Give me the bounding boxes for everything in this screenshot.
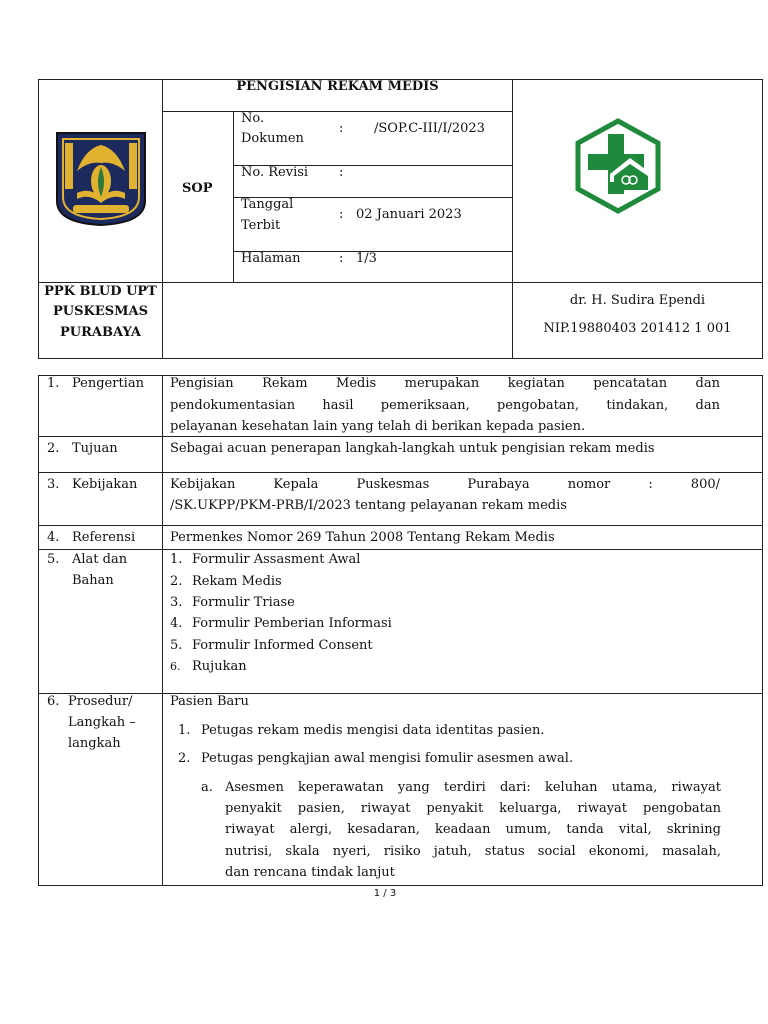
org-line-3: PURABAYA: [60, 325, 141, 340]
prosedur-heading: Pasien Baru: [170, 694, 249, 709]
referensi-text: Permenkes Nomor 269 Tahun 2008 Tentang Rekam Medis: [170, 530, 555, 545]
pengertian-num: 1.: [47, 376, 60, 391]
alat-num: 5.: [47, 552, 60, 567]
alat-label-2: Bahan: [72, 573, 114, 588]
prosedur-step-num: 1.: [178, 723, 191, 738]
pengertian-line-3: pelayanan kesehatan lain yang telah di berikan kepada pasien.: [170, 419, 586, 434]
district-crest-logo: [55, 131, 147, 227]
no-revisi-label: No. Revisi: [241, 165, 309, 180]
halaman-label: Halaman: [241, 251, 301, 266]
alat-item-num: 6.: [170, 660, 181, 673]
org-line-2: PUSKESMAS: [53, 304, 148, 319]
pengertian-line-2: pendokumentasian hasil pemeriksaan, pengobatan, tindakan, dan: [170, 398, 720, 413]
prosedur-step: Petugas pengkajian awal mengisi fomulir asesmen awal.: [201, 751, 574, 766]
kebijakan-label: Kebijakan: [72, 477, 138, 492]
no-dokumen-label-2: Dokumen: [241, 131, 304, 146]
pengertian-label: Pengertian: [72, 376, 144, 391]
prosedur-label-1: Prosedur/: [68, 694, 133, 709]
tujuan-label: Tujuan: [72, 441, 118, 456]
prosedur-sub-line-2: penyakit pasien, riwayat penyakit keluarga, riwayat pengobatan: [225, 801, 721, 816]
prosedur-sub-line-5: dan rencana tindak lanjut: [225, 865, 395, 880]
alat-item: Formulir Triase: [192, 595, 295, 610]
tanggal-terbit-label-1: Tanggal: [241, 197, 294, 212]
alat-item-num: 3.: [170, 595, 183, 610]
kebijakan-num: 3.: [47, 477, 60, 492]
tanggal-terbit-value: 02 Januari 2023: [356, 207, 462, 222]
kebijakan-line-2: /SK.UKPP/PKM-PRB/I/2023 tentang pelayanan rekam medis: [170, 498, 567, 513]
tanggal-terbit-label-2: Terbit: [241, 218, 281, 233]
prosedur-sub-line-3: riwayat alergi, kesadaran, keadaan umum, tanda vital, skrining: [225, 822, 721, 837]
kebijakan-line-1: Kebijakan Kepala Puskesmas Purabaya nomor : 800/: [170, 477, 720, 492]
alat-item-num: 4.: [170, 616, 183, 631]
prosedur-label-3: langkah: [68, 736, 121, 751]
halaman-sep: :: [339, 251, 344, 266]
alat-item-num: 5.: [170, 638, 183, 653]
referensi-label: Referensi: [72, 530, 136, 545]
alat-item: Formulir Assasment Awal: [192, 552, 361, 567]
prosedur-sub-line-1: Asesmen keperawatan yang terdiri dari: keluhan utama, riwayat: [225, 780, 721, 795]
alat-item: Rekam Medis: [192, 574, 282, 589]
alat-label-1: Alat dan: [72, 552, 128, 567]
prosedur-step-num: 2.: [178, 751, 191, 766]
alat-item: Formulir Pemberian Informasi: [192, 616, 392, 631]
prosedur-step: Petugas rekam medis mengisi data identitas pasien.: [201, 723, 545, 738]
no-dokumen-value: /SOP.C-III/I/2023: [374, 121, 485, 136]
referensi-num: 4.: [47, 530, 60, 545]
alat-item-num: 2.: [170, 574, 183, 589]
tanggal-terbit-sep: :: [339, 207, 344, 222]
alat-item: Formulir Informed Consent: [192, 638, 373, 653]
puskesmas-logo: [570, 118, 666, 214]
pengertian-line-1: Pengisian Rekam Medis merupakan kegiatan pencatatan dan: [170, 376, 720, 391]
alat-item: Rujukan: [192, 659, 247, 674]
signatory-nip: NIP.19880403 201412 1 001: [543, 321, 732, 336]
alat-item-num: 1.: [170, 552, 183, 567]
no-revisi-sep: :: [339, 165, 344, 180]
prosedur-num: 6.: [47, 694, 60, 709]
prosedur-sub-line-4: nutrisi, skala nyeri, risiko jatuh, status social ekonomi, masalah,: [225, 844, 721, 859]
no-dokumen-label-1: No.: [241, 111, 265, 126]
page-number: 1 / 3: [373, 888, 397, 899]
tujuan-text: Sebagai acuan penerapan langkah-langkah untuk pengisian rekam medis: [170, 441, 655, 456]
document-title: PENGISIAN REKAM MEDIS: [236, 79, 439, 94]
no-dokumen-sep: :: [339, 121, 344, 136]
tujuan-num: 2.: [47, 441, 60, 456]
prosedur-label-2: Langkah –: [68, 715, 136, 730]
signatory-name: dr. H. Sudira Ependi: [569, 293, 706, 308]
prosedur-sub-num: a.: [201, 780, 213, 795]
halaman-value: 1/3: [356, 251, 377, 266]
org-line-1: PPK BLUD UPT: [44, 284, 157, 299]
sop-label: SOP: [182, 181, 213, 196]
